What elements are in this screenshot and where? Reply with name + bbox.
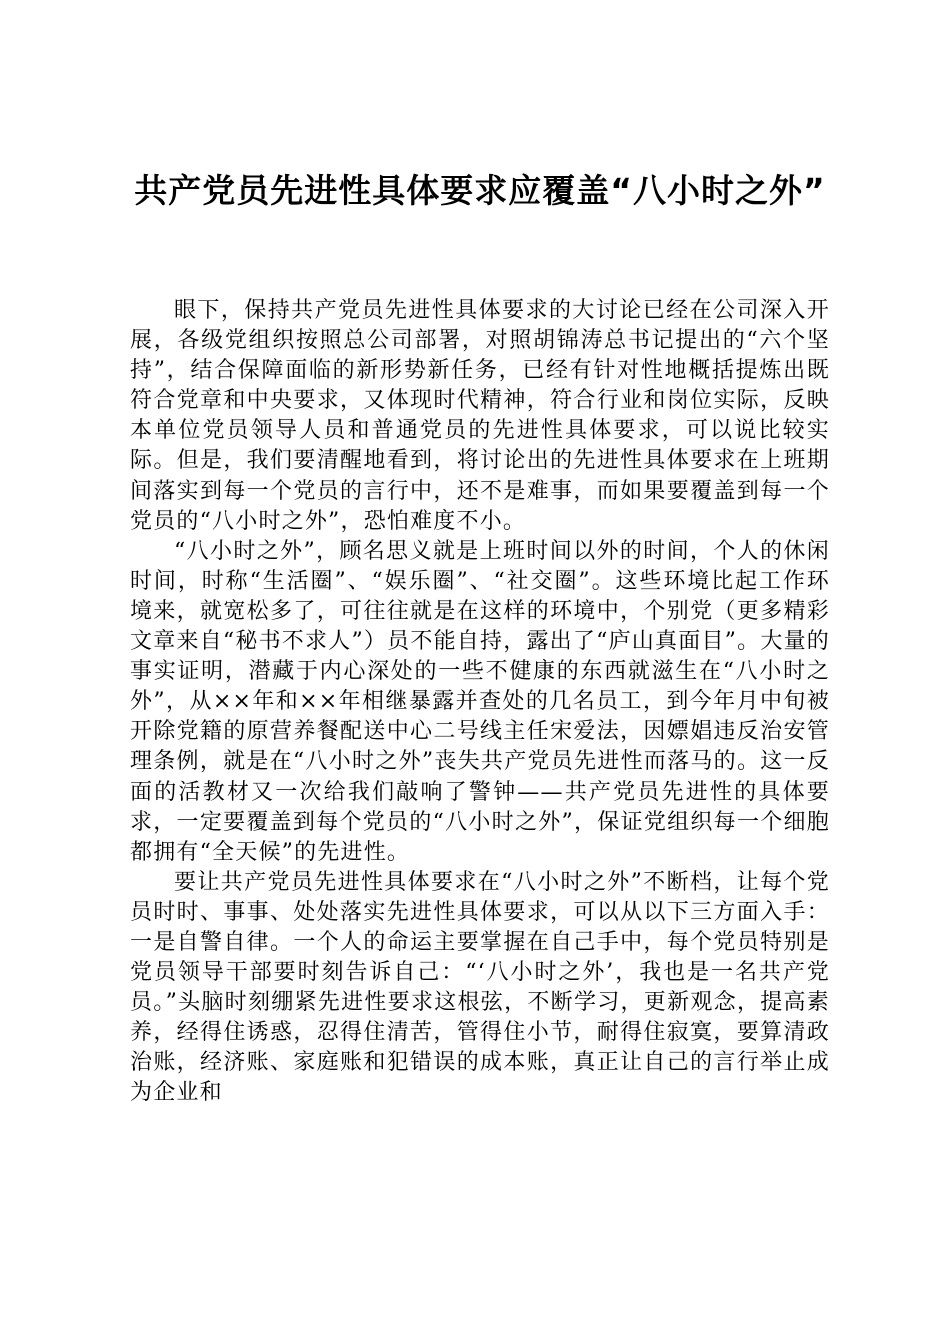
document-body	[130, 296, 830, 1109]
paragraph-1: 眼下，保持共产党员先进性具体要求的大讨论已经在公司深入开展，各级党组织按照总公司部署，对照胡锦涛总书记提出的“六个坚持”，结合保障面临的新形势新任务，已经有针对性地概括提炼出既符合党章和中央要求，又体现时代精神，符合行业和岗位实际，反映本单位党员领导人员和普通党员的先进性具体要求，可以说比较实际。但是，我们要清醒地看到，将讨论出的先进性具体要求在上班期间落实到每一个党员的言行中，还不是难事，而如果要覆盖到每一个党员的“八小时之外”，恐怕难度不小。	[130, 298, 830, 534]
document-title: 共产党员先进性具体要求应覆盖“八小时之外”	[134, 171, 826, 210]
paragraph-3: 要让共产党员先进性具体要求在“八小时之外”不断档，让每个党员时时、事事、处处落实先进性具体要求，可以从以下三方面入手：一是自警自律。一个人的命运主要掌握在自己手中，每个党员特别是党员领导干部要时刻告诉自己：“‘八小时之外’，我也是一名共产党员。”头脑时刻绷紧先进性要求这根弦，不断学习，更新观念，提高素养，经得住诱惑，忍得住清苦，管得住小节，耐得住寂寞，要算清政治账，经济账、家庭账和犯错误的成本账，真正让自己的言行举止成为企业和	[130, 869, 830, 1106]
paragraph-2: “八小时之外”，顾名思义就是上班时间以外的时间，个人的休闲时间，时称“生活圈”、“娱乐圈”、“社交圈”。这些环境比起工作环境来，就宽松多了，可往往就是在这样的环境中，个别党（更多精彩文章来自“秘书不求人”）员不能自持，露出了“庐山真面目”。大量的事实证明，潜藏于内心深处的一些不健康的东西就滋生在“八小时之外”，从××年和××年相继暴露并查处的几名员工，到今年月中旬被开除党籍的原营养餐配送中心二号线主任宋爱法，因嫖娼违反治安管理条例，就是在“八小时之外”丧失共产党员先进性而落马的。这一反面的活教材又一次给我们敲响了警钟——共产党员先进性的具体要求，一定要覆盖到每个党员的“八小时之外”，保证党组织每一个细胞都拥有“全天候”的先进性。	[130, 538, 830, 865]
